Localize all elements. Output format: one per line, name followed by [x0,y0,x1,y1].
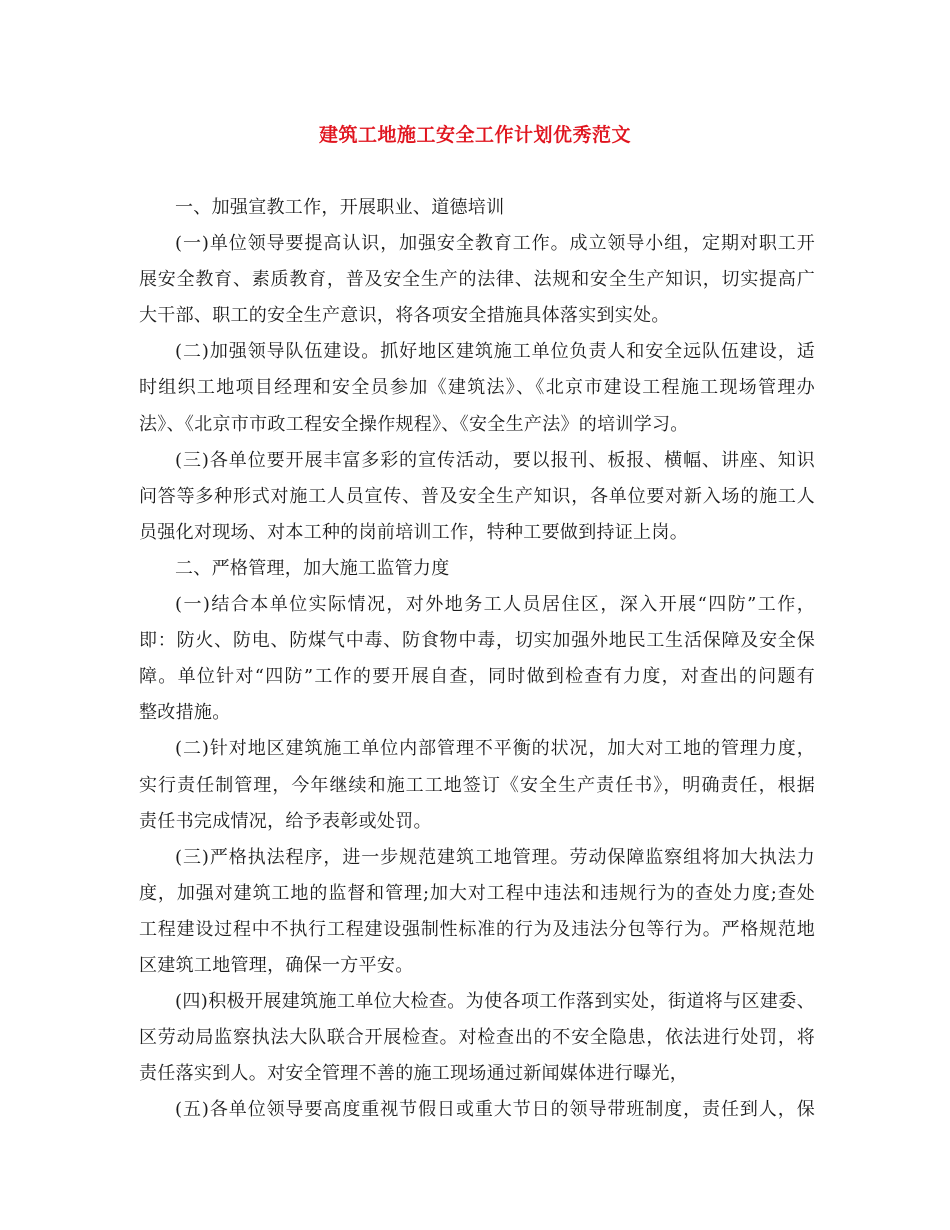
text-line: 责任落实到人。对安全管理不善的施工现场通过新闻媒体进行曝光， [139,1063,688,1085]
text-line: 整改措施。 [139,702,231,724]
text-line: 法》、《北京市市政工程安全操作规程》、《安全生产法》的培训学习。 [139,413,689,435]
text-line: 工程建设过程中不执行工程建设强制性标准的行为及违法分包等行为。严格规范地 [139,918,815,940]
text-line: (五)各单位领导要高度重视节假日或重大节日的领导带班制度，责任到人，保 [175,1099,815,1121]
text-line: (一)单位领导要提高认识，加强安全教育工作。成立领导小组，定期对职工开 [175,233,815,255]
text-line: (四)积极开展建筑施工单位大检查。为使各项工作落到实处，街道将与区建委、 [175,991,815,1013]
text-line: 实行责任制管理，今年继续和施工工地签订《安全生产责任书》，明确责任，根据 [139,774,815,796]
text-line: (一)结合本单位实际情况，对外地务工人员居住区，深入开展“四防”工作， [175,594,815,616]
text-line: 问答等多种形式对施工人员宣传、普及安全生产知识，各单位要对新入场的施工人 [139,485,815,507]
text-line: 即：防火、防电、防煤气中毒、防食物中毒，切实加强外地民工生活保障及安全保 [139,630,815,652]
text-line: (三)严格执法程序，进一步规范建筑工地管理。劳动保障监察组将加大执法力 [175,846,815,868]
text-line: 大干部、职工的安全生产意识，将各项安全措施具体落实到实处。 [139,305,670,327]
text-line: 二、严格管理，加大施工监管力度 [175,557,450,579]
text-line: (二)针对地区建筑施工单位内部管理不平衡的状况，加大对工地的管理力度， [175,738,815,760]
document-body [139,190,815,1128]
text-line: 区建筑工地管理，确保一方平安。 [139,954,414,976]
text-line: (二)加强领导队伍建设。抓好地区建筑施工单位负责人和安全远队伍建设，适 [175,341,815,363]
text-line: 展安全教育、素质教育，普及安全生产的法律、法规和安全生产知识，切实提高广 [139,269,815,291]
text-line: (三)各单位要开展丰富多彩的宣传活动，要以报刊、板报、横幅、讲座、知识 [175,449,815,471]
document-title: 建筑工地施工安全工作计划优秀范文 [318,124,631,146]
text-line: 员强化对现场、对本工种的岗前培训工作，特种工要做到持证上岗。 [139,521,688,543]
text-line: 度，加强对建筑工地的监督和管理;加大对工程中违法和违规行为的查处力度;查处 [139,882,815,904]
text-line: 区劳动局监察执法大队联合开展检查。对检查出的不安全隐患，依法进行处罚，将 [139,1027,815,1049]
text-line: 障。单位针对“四防”工作的要开展自查，同时做到检查有力度，对查出的问题有 [139,666,815,688]
text-line: 责任书完成情况，给予表彰或处罚。 [139,810,432,832]
text-line: 时组织工地项目经理和安全员参加《建筑法》、《北京市建设工程施工现场管理办 [139,377,815,399]
text-line: 一、加强宣教工作，开展职业、道德培训 [175,197,505,218]
